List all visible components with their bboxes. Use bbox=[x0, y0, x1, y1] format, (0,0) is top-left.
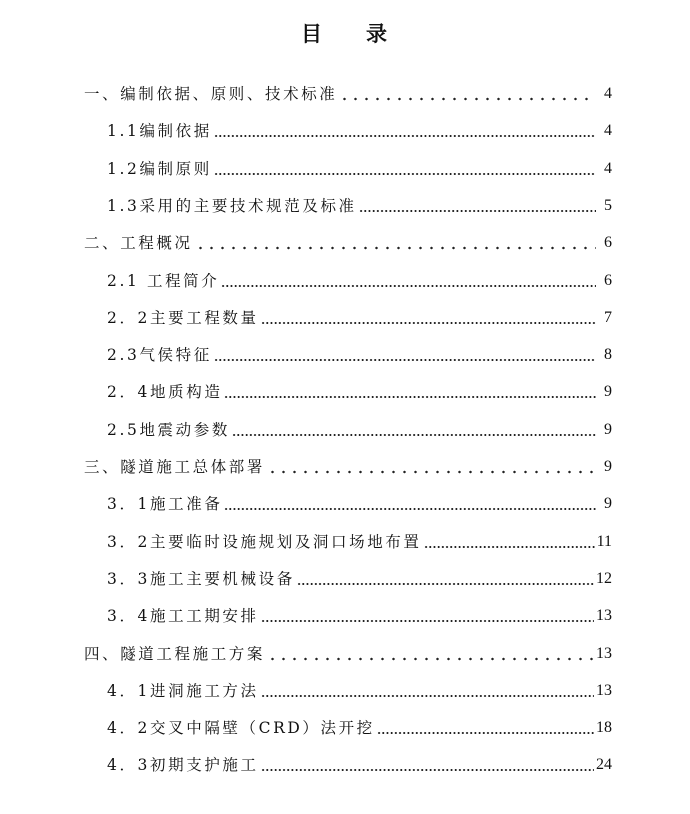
toc-title-right: 录 bbox=[366, 22, 389, 46]
toc-entry-page-number: 5 bbox=[604, 196, 612, 214]
toc-dot-leader bbox=[221, 276, 596, 288]
toc-entry-label: 1.1编制依据 bbox=[107, 122, 212, 141]
toc-entry[interactable] bbox=[84, 229, 612, 257]
toc-dot-leader bbox=[424, 537, 595, 549]
toc-entry-label: 4．3初期支护施工 bbox=[107, 756, 259, 775]
toc-dot-leader bbox=[261, 686, 594, 698]
toc-dot-leader bbox=[359, 201, 596, 213]
toc-entry-page-number: 6 bbox=[604, 271, 612, 289]
toc-entry-label: 2．2主要工程数量 bbox=[107, 308, 259, 327]
toc-dot-leader bbox=[224, 499, 596, 511]
toc-title-left: 目 bbox=[301, 22, 324, 46]
toc-dot-leader bbox=[339, 89, 596, 101]
toc-entry-page-number: 8 bbox=[604, 346, 612, 364]
toc-title bbox=[0, 18, 690, 48]
toc-entry-label: 4．2交叉中隔壁（CRD）法开挖 bbox=[107, 719, 375, 738]
toc-entry-page-number: 4 bbox=[604, 122, 612, 140]
toc-entry-page-number: 12 bbox=[596, 569, 612, 587]
toc-entry-page-number: 9 bbox=[604, 420, 612, 438]
toc-entry-label: 1.2编制原则 bbox=[107, 159, 212, 178]
toc-entry-label: 2．4地质构造 bbox=[107, 383, 223, 402]
toc-entry[interactable] bbox=[84, 80, 612, 108]
toc-entry[interactable] bbox=[107, 304, 612, 332]
toc-entry-page-number: 13 bbox=[596, 644, 612, 662]
toc-entry-page-number: 9 bbox=[604, 458, 612, 475]
toc-entry[interactable] bbox=[107, 490, 612, 518]
toc-entry[interactable] bbox=[107, 416, 612, 444]
toc-entry-label: 2.5地震动参数 bbox=[107, 420, 230, 439]
toc-entry-label: 三、隧道施工总体部署 bbox=[84, 458, 266, 476]
toc-dot-leader bbox=[377, 723, 594, 735]
toc-entry-page-number: 11 bbox=[596, 532, 612, 550]
toc-entry[interactable] bbox=[107, 267, 612, 295]
toc-entry-label: 一、编制依据、原则、技术标准 bbox=[84, 85, 338, 103]
toc-entry[interactable] bbox=[107, 714, 612, 742]
toc-entry[interactable] bbox=[107, 751, 612, 779]
toc-entry-label: 1.3采用的主要技术规范及标准 bbox=[107, 196, 357, 215]
toc-entry-page-number: 7 bbox=[604, 308, 612, 326]
toc-entry[interactable] bbox=[107, 528, 612, 556]
toc-entry-label: 3．2主要临时设施规划及洞口场地布置 bbox=[107, 532, 422, 551]
toc-entry-label: 二、工程概况 bbox=[84, 234, 193, 253]
toc-entry-label: 4．1进洞施工方法 bbox=[107, 681, 259, 700]
toc-entry[interactable] bbox=[107, 192, 612, 220]
toc-dot-leader bbox=[261, 611, 594, 623]
toc-entry-page-number: 13 bbox=[596, 681, 612, 699]
toc-entry-page-number: 13 bbox=[596, 607, 612, 625]
toc-dot-leader bbox=[232, 425, 596, 437]
toc-dot-leader bbox=[224, 387, 596, 399]
toc-entry[interactable] bbox=[84, 640, 612, 668]
toc-dot-leader bbox=[214, 350, 596, 362]
toc-entry[interactable] bbox=[107, 155, 612, 183]
toc-entry[interactable] bbox=[107, 677, 612, 705]
toc-dot-leader bbox=[214, 126, 596, 138]
toc-dot-leader bbox=[195, 238, 596, 250]
toc-entry-page-number: 6 bbox=[604, 234, 612, 252]
toc-entry-label: 3．4施工工期安排 bbox=[107, 607, 259, 626]
toc-entry-label: 3．3施工主要机械设备 bbox=[107, 569, 295, 588]
toc-dot-leader bbox=[267, 649, 594, 661]
toc-dot-leader bbox=[261, 313, 596, 325]
toc-entry[interactable] bbox=[107, 565, 612, 593]
toc-entry[interactable] bbox=[107, 341, 612, 369]
toc-dot-leader bbox=[214, 164, 596, 176]
toc-dot-leader bbox=[297, 574, 594, 586]
toc-entry-page-number: 18 bbox=[596, 719, 612, 737]
toc-entry-label: 四、隧道工程施工方案 bbox=[84, 644, 266, 663]
toc-entry-label: 3．1施工准备 bbox=[107, 495, 223, 514]
toc-entry[interactable] bbox=[107, 378, 612, 406]
toc-entry[interactable] bbox=[107, 117, 612, 145]
toc-entry[interactable] bbox=[84, 453, 612, 481]
toc-entry-page-number: 4 bbox=[604, 85, 612, 102]
toc-entry-label: 2.3气侯特征 bbox=[107, 346, 212, 365]
toc-entry-page-number: 4 bbox=[604, 159, 612, 177]
toc-entry-label: 2.1 工程简介 bbox=[107, 271, 220, 290]
toc-dot-leader bbox=[267, 462, 596, 474]
toc-entry-page-number: 9 bbox=[604, 495, 612, 513]
toc-dot-leader bbox=[261, 760, 594, 772]
toc-entry-page-number: 9 bbox=[604, 383, 612, 401]
toc-entry[interactable] bbox=[107, 602, 612, 630]
toc-entry-page-number: 24 bbox=[596, 756, 612, 774]
